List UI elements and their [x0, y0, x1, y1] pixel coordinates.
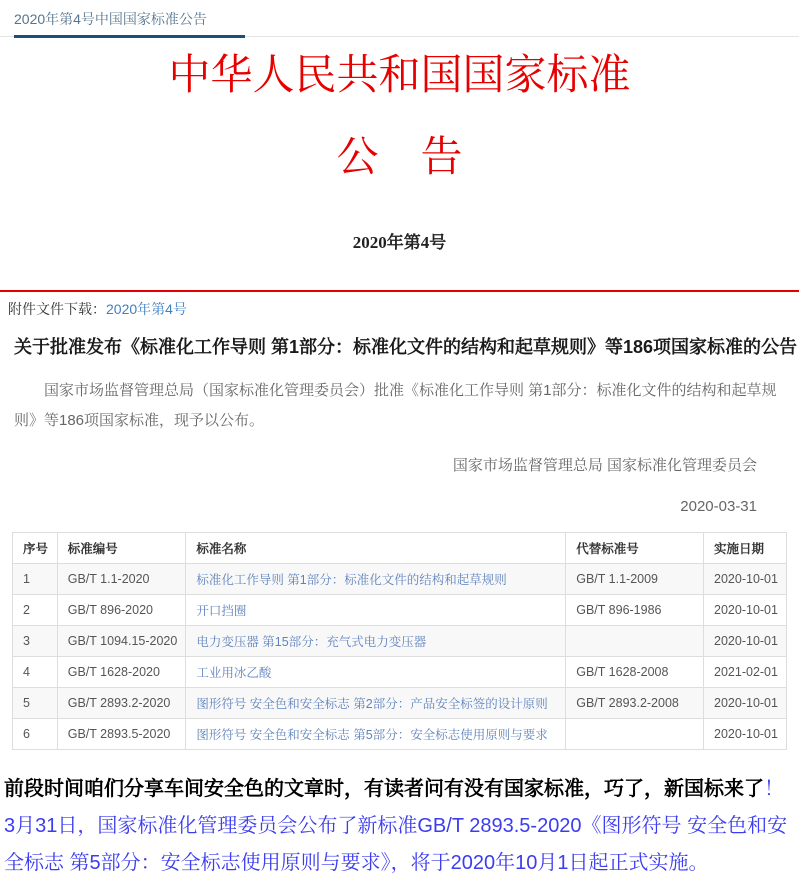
table-header-row [13, 533, 787, 564]
standard-link[interactable]: 图形符号 安全色和安全标志 第5部分：安全标志使用原则与要求 [196, 728, 548, 742]
col-header-replaces: 代替标准号 [566, 533, 704, 564]
notice-issuer: 国家市场监督管理总局 国家标准化管理委员会 [452, 457, 757, 474]
cell-replaces [566, 719, 704, 750]
cell-date: 2020-10-01 [704, 688, 787, 719]
attachment-download-link[interactable]: 2020年第4号 [106, 301, 187, 317]
notice-body: 国家市场监督管理总局（国家标准化管理委员会）批准《标准化工作导则 第1部分：标准化文件的结构和起草规则》等186项国家标准，现予以公布。 [14, 382, 777, 429]
standard-link[interactable]: 电力变压器 第15部分：充气式电力变压器 [196, 635, 427, 649]
cell-code: GB/T 896-2020 [57, 595, 186, 626]
cell-date: 2020-10-01 [704, 719, 787, 750]
standards-table [12, 532, 787, 750]
table-row [13, 626, 787, 657]
standard-link[interactable]: 开口挡圈 [196, 604, 247, 618]
cell-index: 6 [13, 719, 58, 750]
col-header-date: 实施日期 [704, 533, 787, 564]
cell-index: 1 [13, 564, 58, 595]
notice-section [0, 335, 799, 515]
cell-date: 2020-10-01 [704, 564, 787, 595]
cell-code: GB/T 1628-2020 [57, 657, 186, 688]
standard-link[interactable]: 图形符号 安全色和安全标志 第2部分：产品安全标签的设计原则 [196, 697, 548, 711]
table-row [13, 719, 787, 750]
cell-replaces: GB/T 896-1986 [566, 595, 704, 626]
attachment-label: 附件文件下载： [8, 301, 106, 317]
tab-bar [0, 0, 799, 37]
national-standard-title: 中华人民共和国国家标准 [168, 53, 631, 99]
cell-replaces [566, 626, 704, 657]
table-row [13, 564, 787, 595]
table-row [13, 657, 787, 688]
col-header-index: 序号 [13, 533, 58, 564]
cell-replaces: GB/T 1628-2008 [566, 657, 704, 688]
cell-code: GB/T 2893.2-2020 [57, 688, 186, 719]
standards-table-wrapper [0, 532, 799, 750]
cell-code: GB/T 1094.15-2020 [57, 626, 186, 657]
cell-index: 4 [13, 657, 58, 688]
table-row [13, 688, 787, 719]
table-row [13, 595, 787, 626]
tab-announcement[interactable]: 2020年第4号中国国家标准公告 [14, 0, 245, 38]
cell-index: 5 [13, 688, 58, 719]
notice-heading: 关于批准发布《标准化工作导则 第1部分：标准化文件的结构和起草规则》等186项国家标准的公告 [14, 337, 798, 357]
col-header-name: 标准名称 [186, 533, 566, 564]
commentary-paragraph [0, 771, 799, 882]
cell-replaces: GB/T 2893.2-2008 [566, 688, 704, 719]
cell-date: 2021-02-01 [704, 657, 787, 688]
masthead [0, 53, 799, 253]
issue-number: 2020年第4号 [352, 233, 447, 252]
standard-link[interactable]: 工业用冰乙酸 [196, 666, 272, 680]
commentary-blue-text: ！3月31日，国家标准化管理委员会公布了新标准GB/T 2893.5-2020《图形符号 安全色和安全标志 第5部分：安全标志使用原则与要求》，将于2020年10月1日起正式实施。 [4, 778, 788, 874]
cell-date: 2020-10-01 [704, 626, 787, 657]
cell-index: 2 [13, 595, 58, 626]
cell-code: GB/T 1.1-2020 [57, 564, 186, 595]
cell-code: GB/T 2893.5-2020 [57, 719, 186, 750]
announcement-title: 公 告 [336, 135, 463, 181]
notice-date: 2020-03-31 [680, 498, 757, 515]
col-header-code: 标准编号 [57, 533, 186, 564]
standard-link[interactable]: 标准化工作导则 第1部分：标准化文件的结构和起草规则 [196, 573, 507, 587]
cell-replaces: GB/T 1.1-2009 [566, 564, 704, 595]
cell-index: 3 [13, 626, 58, 657]
attachment-bar [0, 290, 799, 325]
cell-date: 2020-10-01 [704, 595, 787, 626]
commentary-black-text: 前段时间咱们分享车间安全色的文章时，有读者问有没有国家标准，巧了，新国标来了 [4, 778, 764, 800]
